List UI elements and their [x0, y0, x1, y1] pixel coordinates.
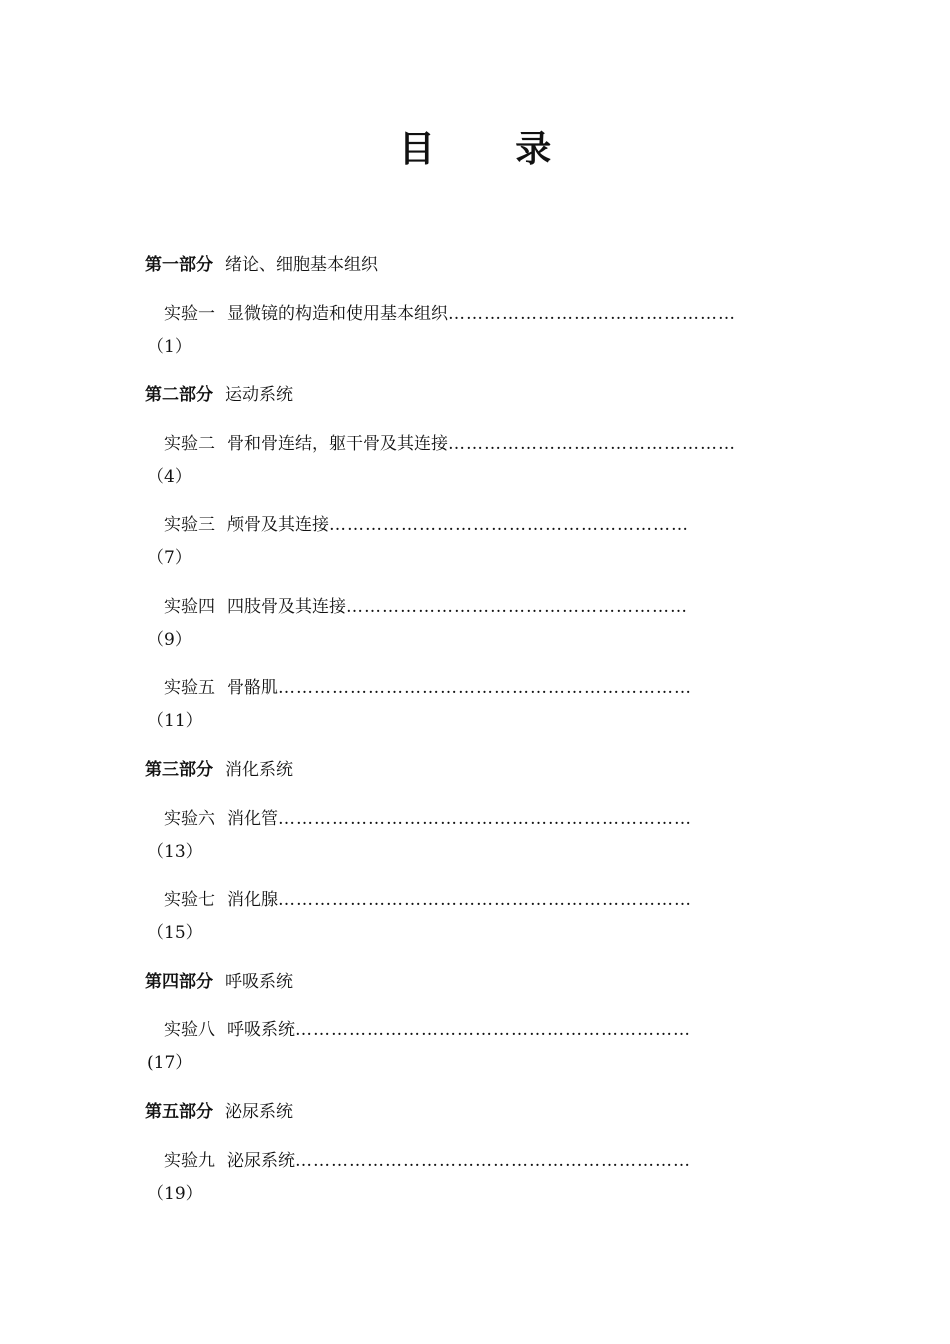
- part-label: 第一部分: [145, 255, 213, 275]
- toc-entry: [164, 888, 786, 912]
- part-label: 第四部分: [145, 972, 213, 992]
- experiment-label: 实验二: [164, 434, 215, 454]
- toc-entry: [164, 807, 786, 831]
- leader-dots: …………………………………………………………: [295, 1151, 691, 1171]
- experiment-label: 实验三: [164, 515, 215, 535]
- experiment-label: 实验四: [164, 597, 215, 617]
- part-heading: [145, 383, 293, 407]
- experiment-label: 实验六: [164, 809, 215, 829]
- leader-dots: …………………………………………………………: [295, 1020, 691, 1040]
- page-number: （1）: [147, 337, 192, 357]
- experiment-title: 颅骨及其连接: [227, 515, 329, 535]
- page-number: （9）: [147, 630, 192, 650]
- part-label: 第三部分: [145, 760, 213, 780]
- part-heading: [145, 970, 293, 994]
- toc-entry: [164, 676, 786, 700]
- part-label: 第五部分: [145, 1102, 213, 1122]
- experiment-label: 实验五: [164, 678, 215, 698]
- part-title: 绪论、细胞基本组织: [225, 255, 378, 275]
- page-number: (17）: [147, 1053, 193, 1073]
- leader-dots: …………………………………………………: [346, 597, 688, 617]
- part-title: 运动系统: [225, 385, 293, 405]
- page-number: （4）: [147, 467, 192, 487]
- toc-entry: [164, 1149, 786, 1173]
- part-title: 消化系统: [225, 760, 293, 780]
- toc-entry: [164, 302, 786, 326]
- page-number: （13）: [147, 842, 203, 862]
- experiment-title: 消化腺: [227, 890, 278, 910]
- part-label: 第二部分: [145, 385, 213, 405]
- leader-dots: …………………………………………: [448, 434, 736, 454]
- part-title: 呼吸系统: [225, 972, 293, 992]
- part-heading: [145, 758, 293, 782]
- experiment-label: 实验七: [164, 890, 215, 910]
- leader-dots: ……………………………………………………………: [278, 809, 692, 829]
- page-number: （11）: [147, 711, 203, 731]
- toc-entry: [164, 432, 786, 456]
- leader-dots: ……………………………………………………………: [278, 890, 692, 910]
- part-heading: [145, 253, 378, 277]
- toc-entry: [164, 595, 786, 619]
- page-number: （19）: [147, 1184, 203, 1204]
- experiment-label: 实验八: [164, 1020, 215, 1040]
- experiment-title: 显微镜的构造和使用基本组织: [227, 304, 448, 324]
- leader-dots: ……………………………………………………………: [278, 678, 692, 698]
- part-heading: [145, 1100, 293, 1124]
- part-title: 泌尿系统: [225, 1102, 293, 1122]
- document-title: 目 录: [398, 129, 586, 170]
- experiment-label: 实验九: [164, 1151, 215, 1171]
- page-number: （7）: [147, 548, 192, 568]
- toc-entry: [164, 1018, 786, 1042]
- experiment-title: 消化管: [227, 809, 278, 829]
- toc-entry: [164, 513, 786, 537]
- experiment-title: 呼吸系统: [227, 1020, 295, 1040]
- leader-dots: ……………………………………………………: [329, 515, 689, 535]
- experiment-title: 泌尿系统: [227, 1151, 295, 1171]
- page-number: （15）: [147, 923, 203, 943]
- experiment-title: 骨骼肌: [227, 678, 278, 698]
- leader-dots: …………………………………………: [448, 304, 736, 324]
- experiment-title: 骨和骨连结，躯干骨及其连接: [227, 434, 448, 454]
- experiment-label: 实验一: [164, 304, 215, 324]
- experiment-title: 四肢骨及其连接: [227, 597, 346, 617]
